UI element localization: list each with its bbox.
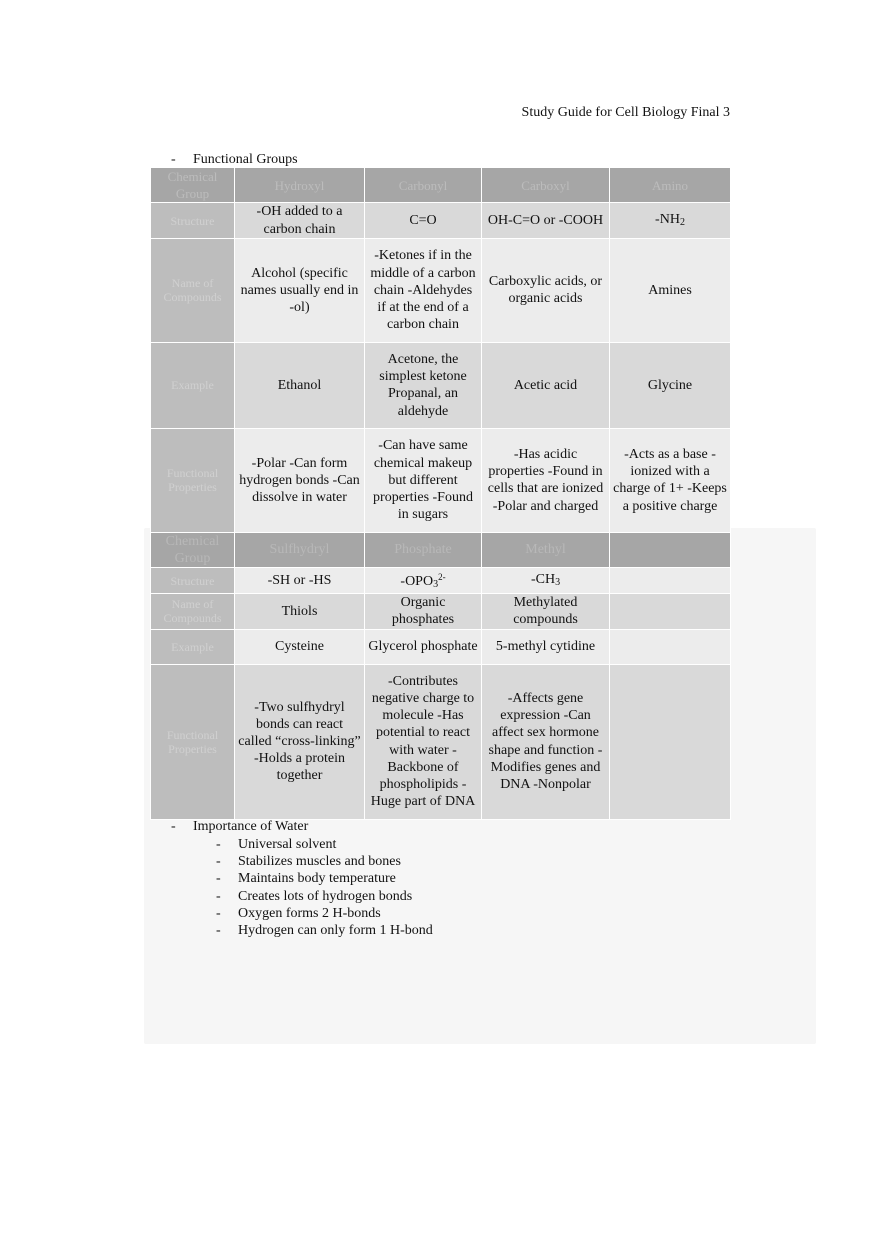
table-cell: Cysteine xyxy=(235,629,365,664)
row-label: Functional Properties xyxy=(151,664,235,819)
functional-groups-heading: - Functional Groups xyxy=(171,152,298,167)
table-cell: -Has acidic properties -Found in cells that are ionized -Polar and charged xyxy=(482,428,610,532)
table-cell: Acetic acid xyxy=(482,342,610,428)
table-cell: Ethanol xyxy=(235,342,365,428)
table-cell xyxy=(610,664,731,819)
table-cell: Amines xyxy=(610,238,731,342)
list-item: - Universal solvent xyxy=(216,837,337,852)
corner-cell: Chemical Group xyxy=(151,532,235,567)
table-cell xyxy=(610,568,731,594)
table-cell: -Affects gene expression -Can affect sex hormone shape and function -Modifies genes and DNA -Nonpolar xyxy=(482,664,610,819)
row-label: Name of Compounds xyxy=(151,238,235,342)
column-header: Hydroxyl xyxy=(235,168,365,203)
table-cell: -OH added to a carbon chain xyxy=(235,203,365,238)
table-cell: Glycerol phosphate xyxy=(365,629,482,664)
column-header xyxy=(610,532,731,567)
table-cell: $-CH_3$ xyxy=(482,568,610,594)
table-cell: Carboxylic acids, or organic acids xyxy=(482,238,610,342)
row-label: Functional Properties xyxy=(151,428,235,532)
corner-cell: Chemical Group xyxy=(151,168,235,203)
column-header: Phosphate xyxy=(365,532,482,567)
table-cell: -Two sulfhydryl bonds can react called “cross-linking” -Holds a protein together xyxy=(235,664,365,819)
table-cell: Thiols xyxy=(235,594,365,629)
table-header-row xyxy=(151,168,731,203)
column-header: Methyl xyxy=(482,532,610,567)
row-label: Name of Compounds xyxy=(151,594,235,629)
table-row xyxy=(151,594,731,629)
table-row xyxy=(151,428,731,532)
column-header: Carbonyl xyxy=(365,168,482,203)
table-cell xyxy=(610,629,731,664)
table-cell: $-NH_2$ xyxy=(610,203,731,238)
list-item: - Maintains body temperature xyxy=(216,871,396,886)
list-item: - Creates lots of hydrogen bonds xyxy=(216,889,413,904)
table-cell: C=O xyxy=(365,203,482,238)
table-cell xyxy=(610,594,731,629)
list-item: - Hydrogen can only form 1 H-bond xyxy=(216,923,433,938)
table-cell: -Contributes negative charge to molecule -Has potential to react with water -Backbone of phospholipids -Huge part of DNA xyxy=(365,664,482,819)
table-cell: -Acts as a base -ionized with a charge of 1+ -Keeps a positive charge xyxy=(610,428,731,532)
table-row xyxy=(151,664,731,819)
table-cell: Glycine xyxy=(610,342,731,428)
page-header: Study Guide for Cell Biology Final 3 xyxy=(521,105,730,120)
table-row xyxy=(151,629,731,664)
column-header: Carboxyl xyxy=(482,168,610,203)
column-header: Sulfhydryl xyxy=(235,532,365,567)
table-cell: -Can have same chemical makeup but different properties -Found in sugars xyxy=(365,428,482,532)
table-cell: Organic phosphates xyxy=(365,594,482,629)
table-cell: -Polar -Can form hydrogen bonds -Can dissolve in water xyxy=(235,428,365,532)
table-cell: $-OPO_3^{2-}$ xyxy=(365,568,482,594)
table-cell: -Ketones if in the middle of a carbon chain -Aldehydes if at the end of a carbon chain xyxy=(365,238,482,342)
water-heading: - Importance of Water xyxy=(171,819,309,834)
table-header-row xyxy=(151,532,731,567)
table-row xyxy=(151,342,731,428)
row-label: Structure xyxy=(151,568,235,594)
table-cell: 5-methyl cytidine xyxy=(482,629,610,664)
row-label: Example xyxy=(151,342,235,428)
functional-groups-table xyxy=(150,167,731,820)
table-row xyxy=(151,238,731,342)
table-cell: Methylated compounds xyxy=(482,594,610,629)
table-cell: -SH or -HS xyxy=(235,568,365,594)
table-cell: Acetone, the simplest ketone Propanal, an aldehyde xyxy=(365,342,482,428)
column-header: Amino xyxy=(610,168,731,203)
list-item: - Stabilizes muscles and bones xyxy=(216,854,401,869)
table-cell: OH-C=O or -COOH xyxy=(482,203,610,238)
table-row xyxy=(151,203,731,238)
list-item: - Oxygen forms 2 H-bonds xyxy=(216,906,381,921)
table-cell: Alcohol (specific names usually end in -ol) xyxy=(235,238,365,342)
row-label: Example xyxy=(151,629,235,664)
table-row xyxy=(151,568,731,594)
row-label: Structure xyxy=(151,203,235,238)
